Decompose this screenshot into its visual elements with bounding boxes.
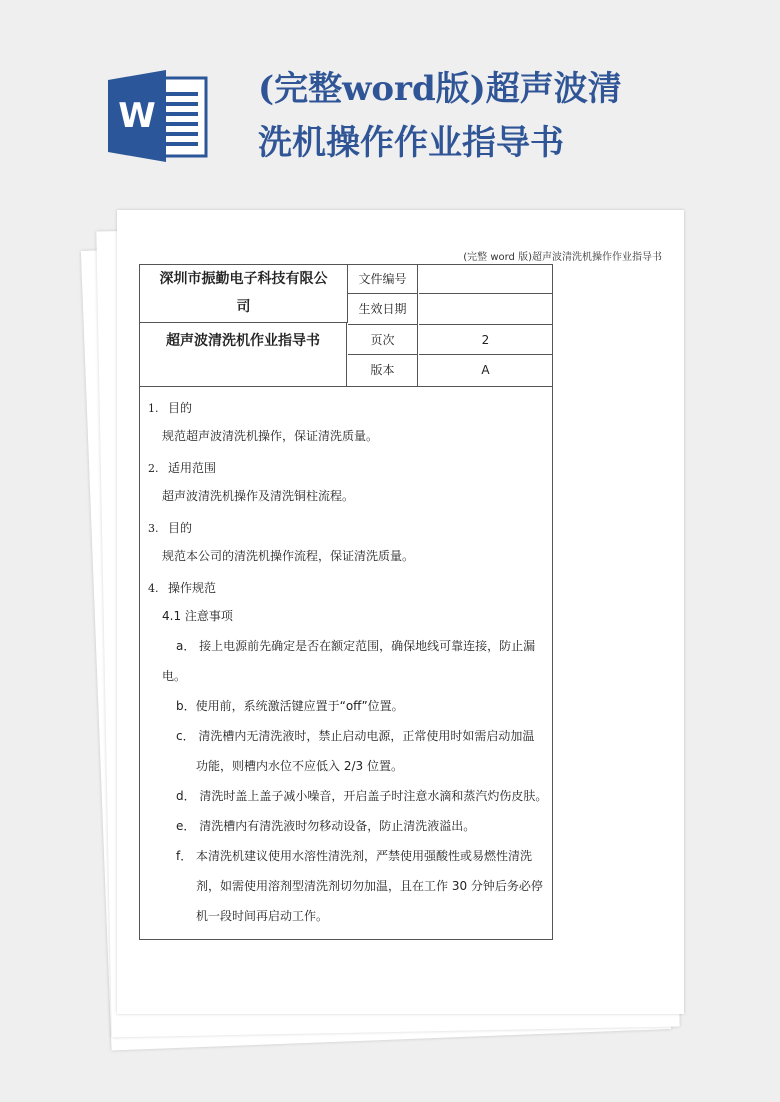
company-name	[140, 265, 348, 323]
meta-value-effective-date	[419, 294, 552, 325]
section-title: 适用范围	[168, 461, 217, 475]
banner-title-line-2: 洗机操作作业指导书	[258, 123, 564, 163]
section-number: 3.	[148, 522, 159, 535]
section-title: 操作规范	[168, 581, 217, 595]
section-heading	[148, 519, 192, 538]
meta-label-effective-date: 生效日期	[348, 294, 418, 325]
list-item-line: f． 本清洗机建议使用水溶性清洗剂，严禁使用强酸性或易燃性清洗	[176, 849, 533, 863]
meta-label-file-number: 文件编号	[348, 265, 418, 294]
page-header: (完整 word 版)超声波清洗机操作作业指导书	[463, 252, 662, 263]
section-heading	[148, 459, 216, 478]
meta-label-page: 页次	[348, 325, 418, 355]
section-body: 规范本公司的清洗机操作流程，保证清洗质量。	[162, 549, 415, 563]
list-item-line: 电。	[162, 669, 187, 683]
section-title: 目的	[168, 401, 193, 415]
list-item-line: 机一段时间再启动工作。	[196, 909, 329, 923]
list-item-line: c． 清洗槽内无清洗液时，禁止启动电源，正常使用时如需启动加温	[176, 729, 535, 743]
word-logo-letter: W	[118, 96, 156, 136]
section-number: 1.	[148, 402, 159, 415]
company-name-line-1: 深圳市振勤电子科技有限公	[159, 271, 328, 287]
list-item-line: e． 清洗槽内有清洗液时勿移动设备，防止清洗液溢出。	[176, 819, 476, 833]
banner-title-line-1: (完整word版)超声波清	[258, 69, 622, 109]
section-body: 规范超声波清洗机操作，保证清洗质量。	[162, 429, 379, 443]
section-body: 超声波清洗机操作及清洗铜柱流程。	[162, 489, 355, 503]
word-document-icon	[108, 70, 208, 162]
section-heading	[148, 399, 192, 418]
list-item-line: 剂，如需使用溶剂型清洗剂切勿加温，且在工作 30 分钟后务必停	[196, 879, 543, 893]
list-item-line: b．使用前，系统激活键应置于“off”位置。	[176, 699, 404, 713]
meta-value-version: A	[481, 363, 490, 377]
header-grid	[140, 265, 552, 387]
list-item-line: d． 清洗时盖上盖子减小噪音，开启盖子时注意水滴和蒸汽灼伤皮肤。	[176, 789, 548, 803]
meta-value-page: 2	[419, 325, 552, 355]
section-number: 4.	[148, 582, 159, 595]
subsection-heading: 4.1 注意事项	[162, 609, 233, 623]
section-number: 2.	[148, 462, 159, 475]
meta-label-version: 版本	[348, 355, 418, 386]
company-name-line-2: 司	[236, 299, 251, 315]
meta-value-file-number	[419, 265, 552, 294]
document-page	[117, 210, 684, 1014]
banner-title	[258, 62, 758, 170]
document-name: 超声波清洗机作业指导书	[140, 323, 347, 386]
section-heading	[148, 579, 216, 598]
list-item-line: 功能，则槽内水位不应低入 2/3 位置。	[196, 759, 403, 773]
list-item-line: a． 接上电源前先确定是否在额定范围，确保地线可靠连接，防止漏	[176, 639, 536, 653]
document-table	[139, 264, 553, 940]
section-title: 目的	[168, 521, 193, 535]
